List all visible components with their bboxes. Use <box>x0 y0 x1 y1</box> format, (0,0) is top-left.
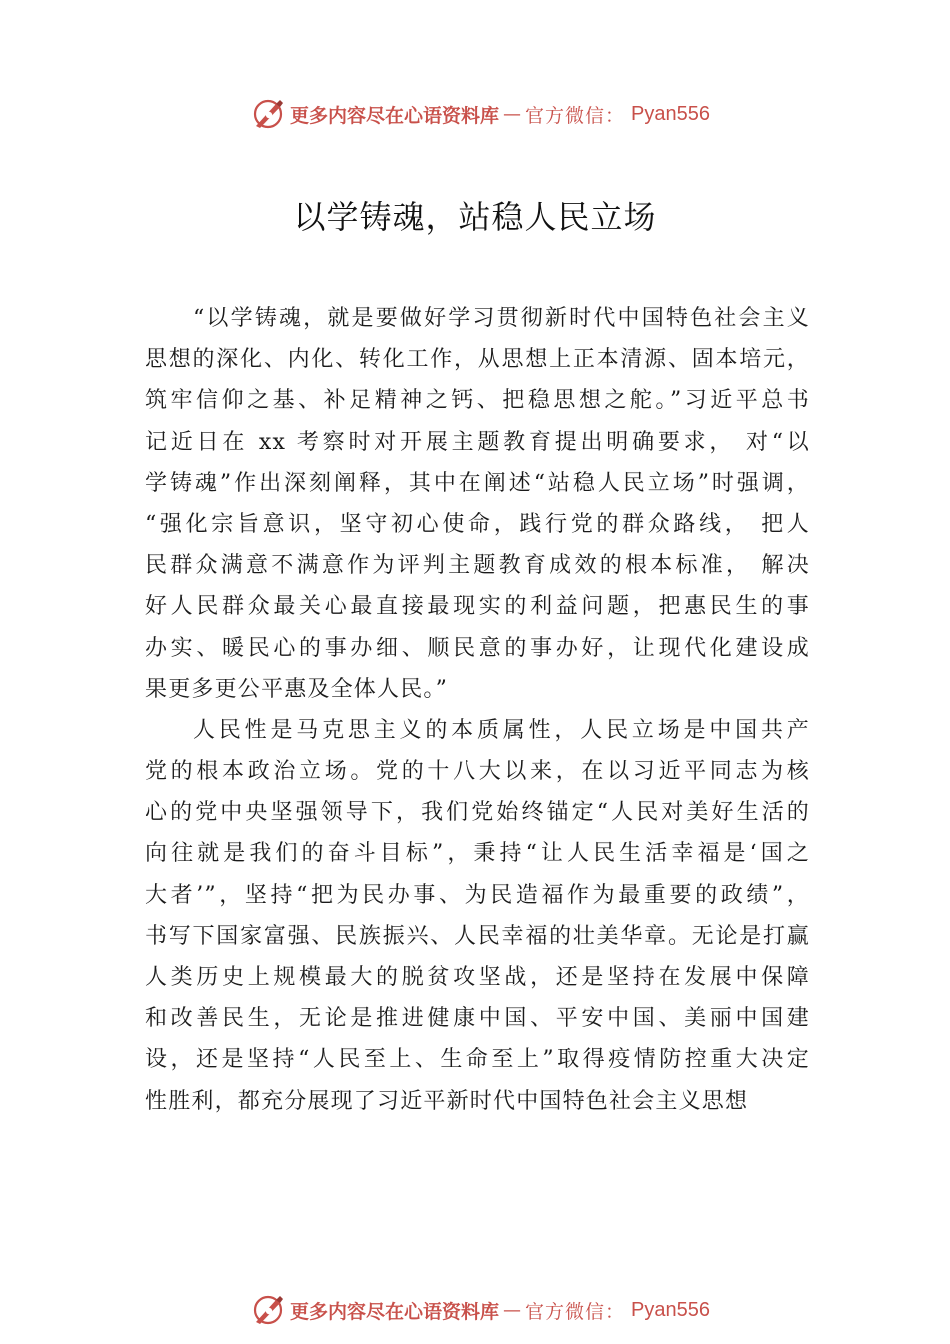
watermark-content <box>250 96 710 132</box>
text-line: 人类历史上规模最大的脱贫攻坚战，还是坚持在发展中保障 <box>145 965 810 990</box>
watermark-content <box>250 1292 710 1328</box>
pen-circle-icon <box>250 1292 286 1328</box>
text-line: “以学铸魂，就是要做好学习贯彻新时代中国特色社会主义 <box>193 306 810 331</box>
text-line: 书写下国家富强、民族振兴、人民幸福的壮美华章。无论是打赢 <box>145 923 810 949</box>
pen-circle-icon <box>250 96 286 132</box>
text-line: 和改善民生，无论是推进健康中国、平安中国、美丽中国建 <box>145 1006 810 1032</box>
header-watermark <box>0 94 950 134</box>
text-line: 学铸魂”作出深刻阐释，其中在阐述“站稳人民立场”时强调， <box>145 470 810 496</box>
watermark-label: 官方微信： <box>525 1300 626 1323</box>
text-line: 性胜利，都充分展现了习近平新时代中国特色社会主义思想 <box>145 1088 749 1114</box>
watermark-main-text: 更多内容尽在心语资料库 <box>290 104 500 127</box>
text-line: 党的根本政治立场。党的十八大以来，在以习近平同志为核 <box>145 759 810 785</box>
text-line: 筑牢信仰之基、补足精神之钙、把稳思想之舵。”习近平总书 <box>145 388 810 414</box>
text-line: 好人民群众最关心最直接最现实的利益问题，把惠民生的事 <box>145 594 810 620</box>
text-line: 大者’”，坚持“把为民办事、为民造福作为最重要的政绩”， <box>145 882 810 908</box>
text-line: 民群众满意不满意作为评判主题教育成效的根本标准， 解决 <box>145 553 810 579</box>
document-body <box>145 298 810 1122</box>
watermark-wechat-id: Pyan556 <box>631 1298 710 1321</box>
watermark-wechat-id: Pyan556 <box>631 102 710 125</box>
text-line: 思想的深化、内化、转化工作，从思想上正本清源、固本培元， <box>145 347 810 373</box>
watermark-main-text: 更多内容尽在心语资料库 <box>290 1300 500 1323</box>
text-line: “强化宗旨意识，坚守初心使命，践行党的群众路线， 把人 <box>145 511 810 537</box>
text-line: 心的党中央坚强领导下，我们党始终锚定“人民对美好生活的 <box>145 800 810 826</box>
text-line: 办实、暖民心的事办细、顺民意的事办好，让现代化建设成 <box>145 635 810 661</box>
text-line: 设，还是坚持“人民至上、生命至上”取得疫情防控重大决定 <box>145 1047 810 1073</box>
text-line: 记近日在 xx 考察时对开展主题教育提出明确要求， 对“以 <box>145 429 810 455</box>
watermark-label: 官方微信： <box>525 104 626 127</box>
document-title: 以学铸魂，站稳人民立场 <box>293 198 657 236</box>
watermark-dash: — <box>503 1299 522 1321</box>
text-line: 果更多更公平惠及全体人民。” <box>145 676 449 702</box>
text-line: 人民性是马克思主义的本质属性，人民立场是中国共产 <box>193 717 810 743</box>
watermark-dash: — <box>503 103 522 125</box>
footer-watermark <box>0 1290 950 1330</box>
text-line: 向往就是我们的奋斗目标”，秉持“让人民生活幸福是‘国之 <box>145 841 810 867</box>
